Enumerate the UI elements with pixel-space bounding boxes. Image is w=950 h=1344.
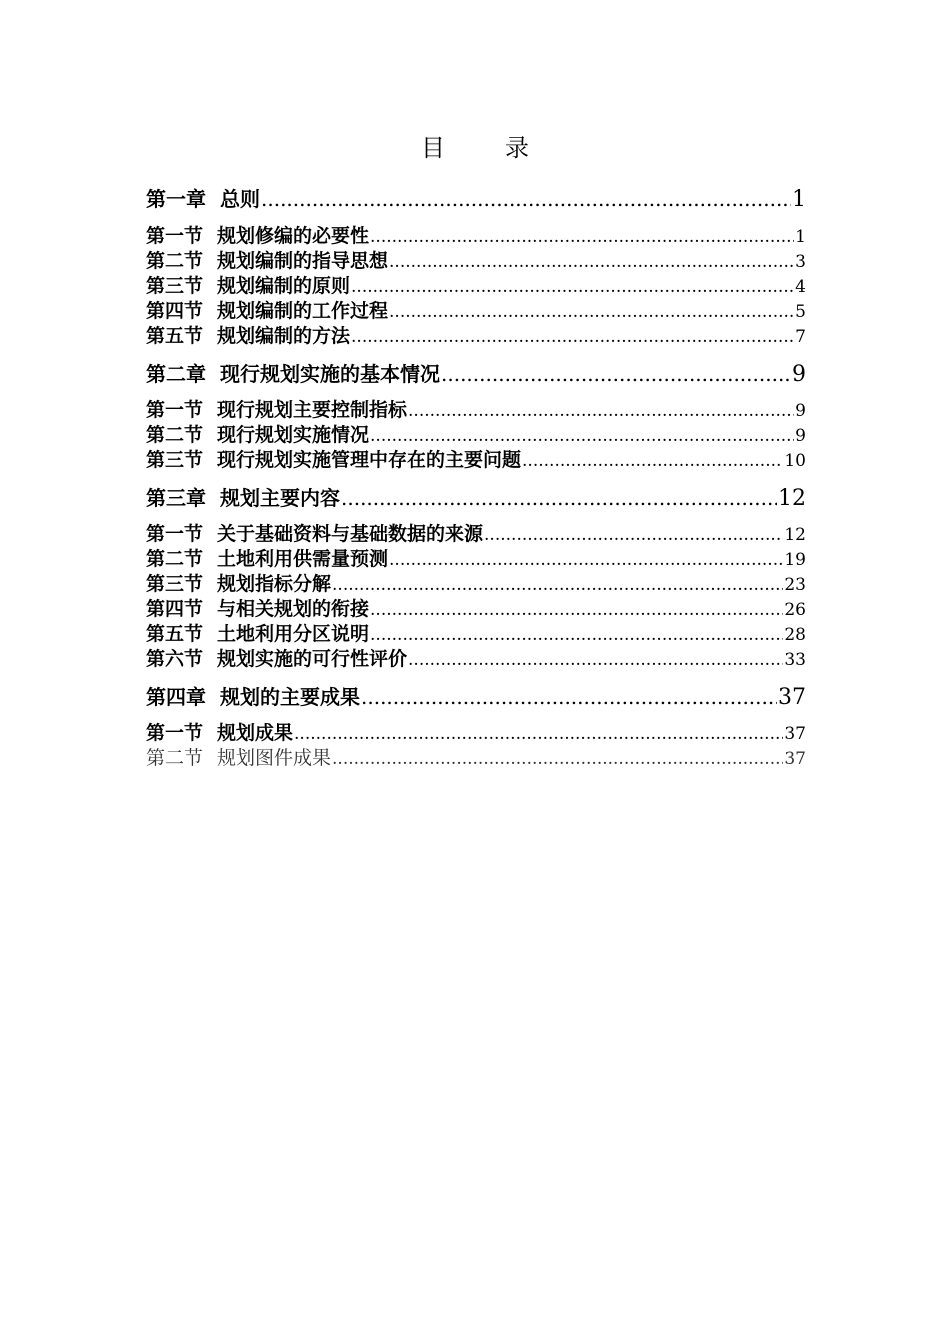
entry-title: 关于基础资料与基础数据的来源 xyxy=(217,523,484,545)
dot-leader xyxy=(389,548,783,572)
dot-leader xyxy=(370,225,794,249)
toc-section-entry[interactable] xyxy=(146,448,806,473)
toc-section-entry[interactable] xyxy=(146,597,806,622)
entry-page-number: 37 xyxy=(778,685,806,710)
dot-leader xyxy=(332,747,783,771)
entry-number: 第六节 xyxy=(146,648,204,670)
toc-section-entry[interactable] xyxy=(146,398,806,423)
toc-section-entry[interactable] xyxy=(146,647,806,672)
entry-title: 现行规划实施情况 xyxy=(217,424,370,446)
toc-section-entry[interactable] xyxy=(146,423,806,448)
dot-leader xyxy=(351,275,794,299)
dot-leader xyxy=(341,485,777,511)
entry-number: 第二节 xyxy=(146,548,204,570)
entry-number: 第二章 xyxy=(146,362,206,386)
toc-section-entry[interactable] xyxy=(146,274,806,299)
entry-number: 第五节 xyxy=(146,325,204,347)
entry-page-number: 4 xyxy=(795,277,806,297)
toc-section-entry[interactable] xyxy=(146,249,806,274)
entry-title: 现行规划实施的基本情况 xyxy=(220,362,440,386)
dot-leader xyxy=(370,623,783,647)
dot-leader xyxy=(261,186,791,212)
entry-title: 规划编制的原则 xyxy=(217,275,351,297)
entry-title: 规划主要内容 xyxy=(220,486,340,510)
entry-page-number: 37 xyxy=(784,749,806,769)
entry-title: 规划图件成果 xyxy=(217,747,332,769)
entry-page-number: 19 xyxy=(784,550,806,570)
entry-number: 第一节 xyxy=(146,523,204,545)
entry-page-number: 23 xyxy=(784,575,806,595)
entry-number: 第三节 xyxy=(146,449,204,471)
dot-leader xyxy=(332,573,783,597)
entry-number: 第三节 xyxy=(146,275,204,297)
toc-section-entry[interactable] xyxy=(146,522,806,547)
entry-page-number: 12 xyxy=(784,525,806,545)
entry-page-number: 7 xyxy=(795,327,806,347)
entry-number: 第一节 xyxy=(146,722,204,744)
entry-page-number: 33 xyxy=(784,650,806,670)
entry-number: 第三章 xyxy=(146,486,206,510)
entry-number: 第一节 xyxy=(146,399,204,421)
entry-title: 土地利用分区说明 xyxy=(217,623,370,645)
entry-number: 第二节 xyxy=(146,747,204,769)
toc-chapter-entry[interactable] xyxy=(146,186,806,213)
entry-title: 规划指标分解 xyxy=(217,573,332,595)
entry-page-number: 5 xyxy=(795,302,806,322)
entry-number: 第五节 xyxy=(146,623,204,645)
dot-leader xyxy=(294,722,783,746)
entry-number: 第四节 xyxy=(146,300,204,322)
entry-title: 规划实施的可行性评价 xyxy=(217,648,408,670)
entry-title: 现行规划实施管理中存在的主要问题 xyxy=(217,449,522,471)
dot-leader xyxy=(408,648,783,672)
dot-leader xyxy=(389,300,794,324)
entry-title: 规划编制的方法 xyxy=(217,325,351,347)
entry-page-number: 9 xyxy=(792,362,806,387)
entry-page-number: 9 xyxy=(795,401,806,421)
entry-page-number: 26 xyxy=(784,600,806,620)
toc-section-entry[interactable] xyxy=(146,224,806,249)
entry-title: 规划的主要成果 xyxy=(220,685,360,709)
entry-page-number: 12 xyxy=(778,486,806,511)
toc-section-entry[interactable] xyxy=(146,721,806,746)
entry-page-number: 9 xyxy=(795,426,806,446)
entry-number: 第一节 xyxy=(146,225,204,247)
toc-title: 目 录 xyxy=(421,134,547,162)
toc-section-entry[interactable] xyxy=(146,572,806,597)
dot-leader xyxy=(484,523,783,547)
toc-chapter-entry[interactable] xyxy=(146,684,806,711)
entry-number: 第三节 xyxy=(146,573,204,595)
dot-leader xyxy=(389,250,794,274)
dot-leader xyxy=(370,424,794,448)
toc-chapter-entry[interactable] xyxy=(146,485,806,512)
entry-title: 规划编制的工作过程 xyxy=(217,300,389,322)
dot-leader xyxy=(351,325,794,349)
entry-page-number: 37 xyxy=(784,724,806,744)
entry-title: 土地利用供需量预测 xyxy=(217,548,389,570)
dot-leader xyxy=(408,399,794,423)
entry-page-number: 3 xyxy=(795,252,806,272)
entry-page-number: 28 xyxy=(784,625,806,645)
entry-number: 第二节 xyxy=(146,424,204,446)
entry-title: 与相关规划的衔接 xyxy=(217,598,370,620)
entry-title: 规划修编的必要性 xyxy=(217,225,370,247)
entry-title: 规划成果 xyxy=(217,722,294,744)
toc-chapter-entry[interactable] xyxy=(146,361,806,388)
entry-title: 总则 xyxy=(220,187,260,211)
toc-section-entry[interactable] xyxy=(146,746,806,771)
entry-number: 第二节 xyxy=(146,250,204,272)
entry-number: 第四章 xyxy=(146,685,206,709)
toc-section-entry[interactable] xyxy=(146,324,806,349)
entry-page-number: 1 xyxy=(795,227,806,247)
toc-section-entry[interactable] xyxy=(146,547,806,572)
entry-number: 第四节 xyxy=(146,598,204,620)
entry-title: 规划编制的指导思想 xyxy=(217,250,389,272)
entry-page-number: 10 xyxy=(784,451,806,471)
dot-leader xyxy=(370,598,783,622)
toc-section-entry[interactable] xyxy=(146,622,806,647)
entry-page-number: 1 xyxy=(792,187,806,212)
dot-leader xyxy=(522,449,783,473)
dot-leader xyxy=(361,684,777,710)
entry-number: 第一章 xyxy=(146,187,206,211)
dot-leader xyxy=(441,361,791,387)
toc-section-entry[interactable] xyxy=(146,299,806,324)
entry-title: 现行规划主要控制指标 xyxy=(217,399,408,421)
